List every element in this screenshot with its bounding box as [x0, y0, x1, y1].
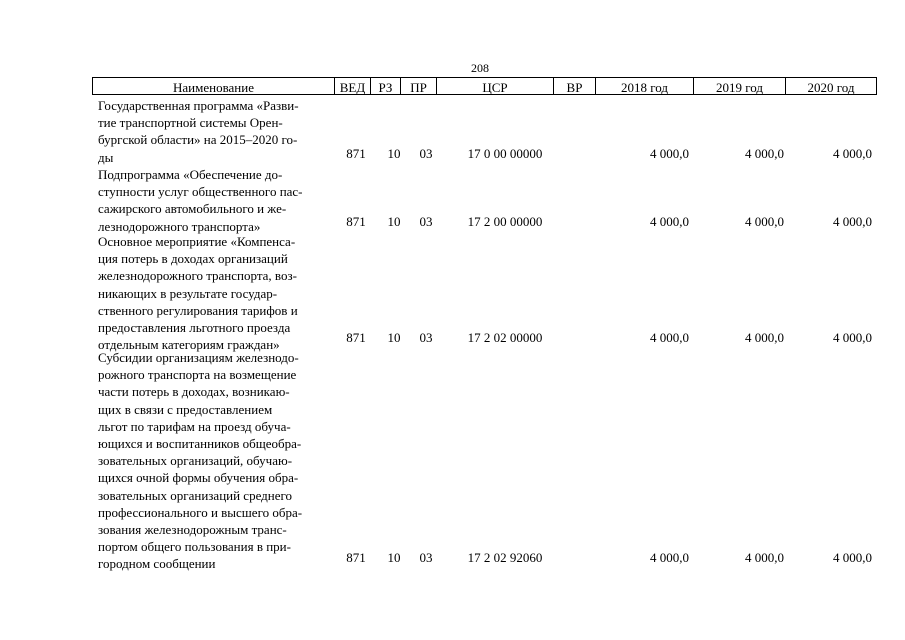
name-line: предоставления льготного проезда	[98, 320, 291, 336]
cell-2020: 4 000,0	[833, 550, 872, 565]
name-line: ственного регулирования тарифов и	[98, 302, 298, 318]
cell-pr: 03	[419, 550, 433, 565]
name-line: рожного транспорта на возмещение	[98, 367, 297, 383]
name-line: Основное мероприятие «Компенса-	[98, 234, 296, 249]
name-line: щихся очной формы обучения обра-	[98, 470, 299, 486]
name-line: ды	[98, 149, 114, 165]
cell-csr: 17 2 00 00000	[467, 214, 543, 229]
name-line: зовательных организаций, обучаю-	[98, 453, 293, 469]
cell-csr: 17 2 02 00000	[467, 330, 543, 345]
table-header	[92, 77, 877, 95]
header-vr: ВР	[554, 78, 596, 94]
row-name	[98, 97, 338, 166]
name-line: железнодорожного транспорта, воз-	[98, 268, 297, 284]
cell-2018: 4 000,0	[650, 550, 689, 565]
name-line: лезнодорожного транспорта»	[98, 218, 261, 234]
name-line: сажирского автомобильного и же-	[98, 201, 287, 217]
cell-2018: 4 000,0	[650, 146, 689, 161]
cell-2018: 4 000,0	[650, 214, 689, 229]
header-ved: ВЕД	[335, 78, 371, 94]
cell-2019: 4 000,0	[745, 550, 784, 565]
header-2020: 2020 год	[807, 80, 855, 95]
cell-2019: 4 000,0	[745, 214, 784, 229]
name-line: городном сообщении	[98, 556, 216, 572]
cell-2019: 4 000,0	[745, 330, 784, 345]
name-line: тие транспортной системы Орен-	[98, 115, 283, 131]
header-pr: ПР	[401, 78, 437, 94]
name-line: портом общего пользования в при-	[98, 539, 291, 555]
name-line: профессионального и высшего обра-	[98, 504, 303, 520]
cell-rz: 10	[387, 214, 401, 229]
name-line: зования железнодорожным транс-	[98, 522, 287, 538]
row-name	[98, 349, 338, 573]
header-2018: 2018 год	[596, 78, 694, 94]
name-line: ция потерь в доходах организаций	[98, 251, 288, 267]
cell-rz: 10	[387, 550, 401, 565]
cell-2018: 4 000,0	[650, 330, 689, 345]
cell-rz: 10	[387, 330, 401, 345]
name-line: щих в связи с предоставлением	[98, 401, 273, 417]
name-line: никающих в результате государ-	[98, 285, 278, 301]
cell-ved: 871	[346, 550, 366, 565]
cell-2020: 4 000,0	[833, 146, 872, 161]
name-line: бургской области» на 2015–2020 го-	[98, 132, 298, 148]
header-rz: РЗ	[371, 78, 401, 94]
cell-csr: 17 2 02 92060	[467, 550, 543, 565]
cell-rz: 10	[387, 146, 401, 161]
row-name	[98, 166, 338, 235]
name-line: отдельным категориям граждан»	[98, 337, 280, 353]
name-line: Субсидии организациям железнодо-	[98, 350, 299, 365]
cell-ved: 871	[346, 214, 366, 229]
name-line: зовательных организаций среднего	[98, 487, 293, 503]
cell-ved: 871	[346, 146, 366, 161]
cell-2020: 4 000,0	[833, 330, 872, 345]
name-line: ющихся и воспитанников общеобра-	[98, 436, 302, 452]
header-name: Наименование	[93, 78, 335, 94]
header-2019: 2019 год	[694, 78, 786, 94]
cell-2020: 4 000,0	[833, 214, 872, 229]
cell-ved: 871	[346, 330, 366, 345]
cell-pr: 03	[419, 146, 433, 161]
name-line: ступности услуг общественного пас-	[98, 184, 303, 200]
row-name	[98, 233, 338, 353]
cell-2019: 4 000,0	[745, 146, 784, 161]
name-line: Подпрограмма «Обеспечение до-	[98, 167, 283, 182]
cell-pr: 03	[419, 330, 433, 345]
cell-csr: 17 0 00 00000	[467, 146, 543, 161]
cell-pr: 03	[419, 214, 433, 229]
page-number: 208	[471, 61, 489, 75]
header-csr: ЦСР	[437, 78, 554, 94]
name-line: льгот по тарифам на проезд обуча-	[98, 418, 291, 434]
name-line: Государственная программа «Разви-	[98, 98, 299, 113]
name-line: части потерь в доходах, возникаю-	[98, 384, 290, 400]
